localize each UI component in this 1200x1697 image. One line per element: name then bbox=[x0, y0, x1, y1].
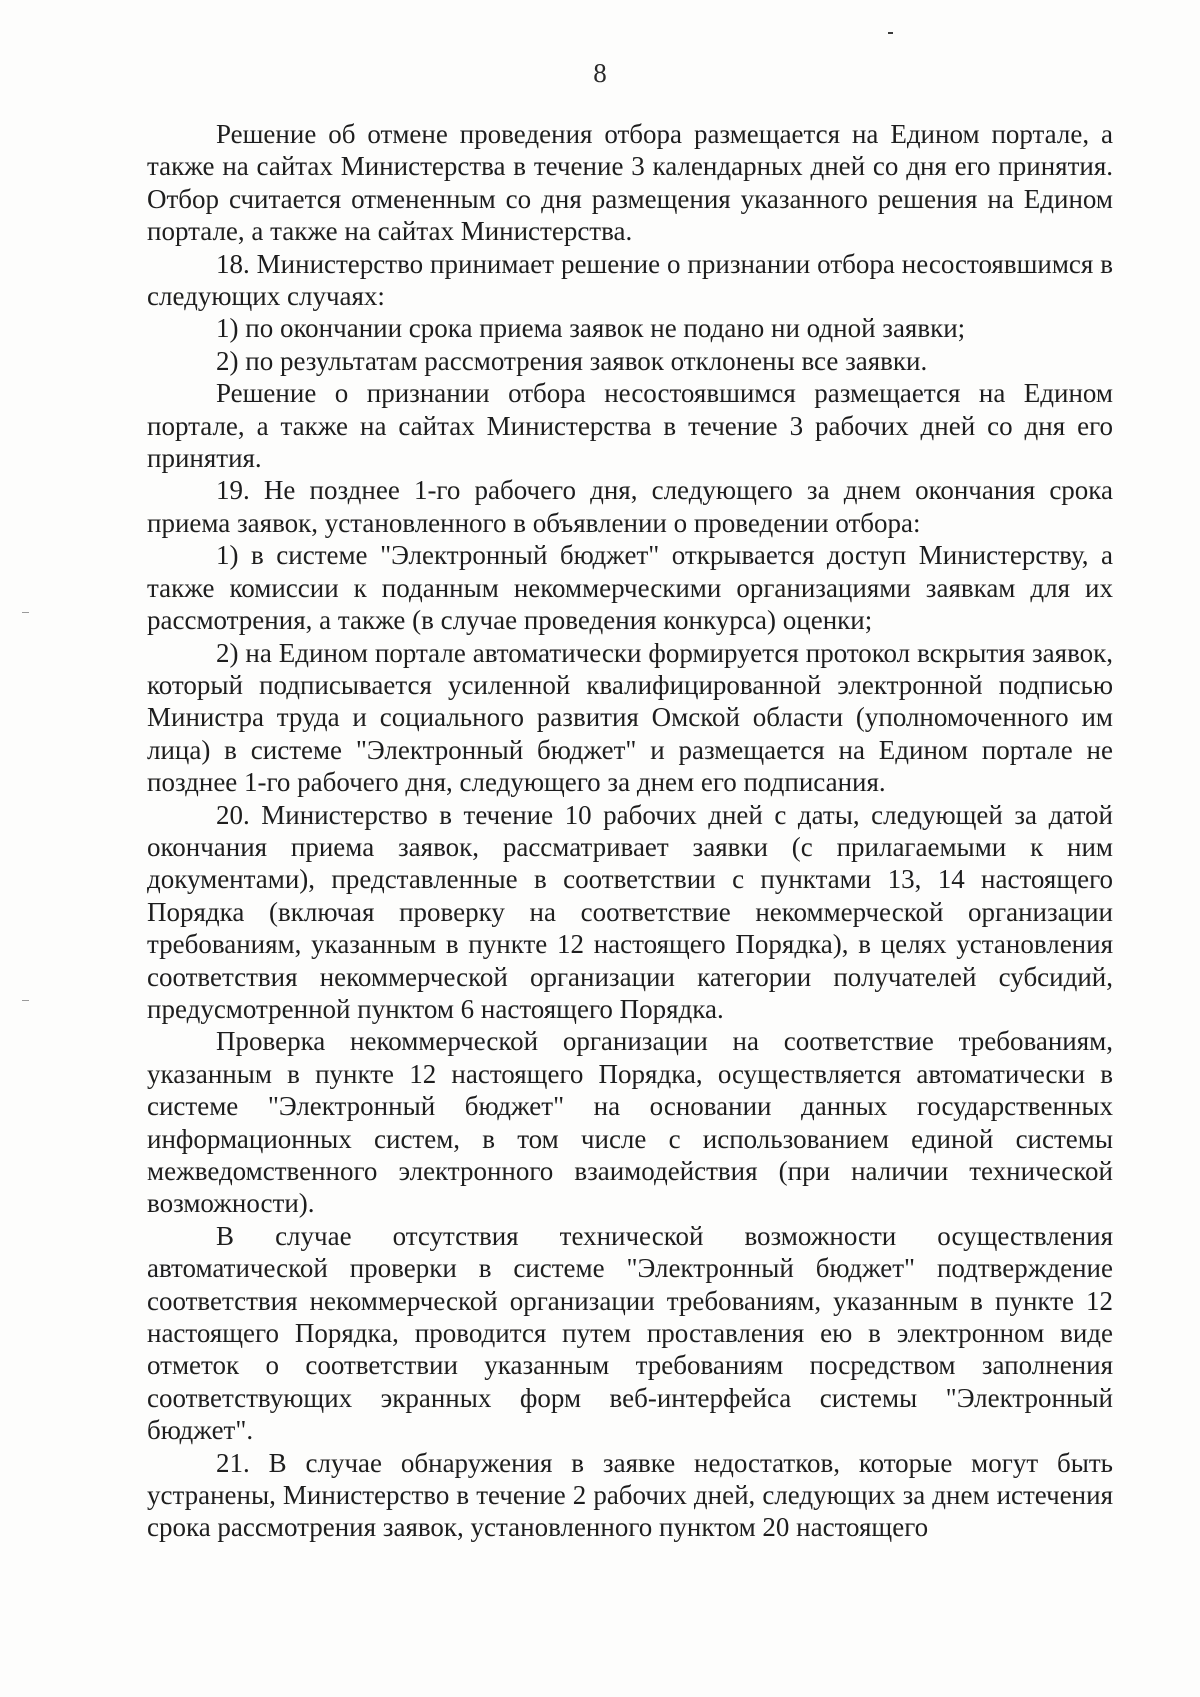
paragraph-18: 18. Министерство принимает решение о признании отбора несостоявшимся в следующих случаях: bbox=[147, 248, 1113, 312]
paragraph-19: 19. Не позднее 1-го рабочего дня, следующего за днем окончания срока приема заявок, установленного в объявлении о проведении отбора: bbox=[147, 475, 1113, 538]
scan-margin-mark bbox=[22, 1000, 29, 1001]
paragraph-20: 20. Министерство в течение 10 рабочих дней с даты, следующей за датой окончания приема заявок, рассматривает заявки (с прилагаемыми к ним документами), представленные в соответствии с пунктами 13, 14 настоящего Порядка (включая проверку на соответствие некоммерческой организации требованиям, указанным в пункте 12 настоящего Порядка), в целях установления соответствия некоммерческой организации категории получателей субсидий, предусмотренной пунктом 6 настоящего Порядка. bbox=[147, 799, 1113, 1024]
paragraph-20-automatic-check: Проверка некоммерческой организации на соответствие требованиям, указанным в пункте 12 настоящего Порядка, осуществляется автоматически в системе "Электронный бюджет" на основании данных государственных информационных систем, в том числе с использованием единой системы межведомственного электронного взаимодействия (при наличии технической возможности). bbox=[147, 1026, 1113, 1219]
scan-speck bbox=[888, 32, 893, 34]
page-number: 8 bbox=[593, 58, 607, 88]
paragraph-18-item-1: 1) по окончании срока приема заявок не подано ни одной заявки; bbox=[216, 313, 966, 344]
paragraph-21: 21. В случае обнаружения в заявке недостатков, которые могут быть устранены, Министерство в течение 2 рабочих дней, следующих за днем истечения срока рассмотрения заявок, установленного пунктом 20 настоящего bbox=[147, 1447, 1113, 1543]
document-body bbox=[147, 118, 1113, 1544]
paragraph-18-item-2: 2) по результатам рассмотрения заявок отклонены все заявки. bbox=[216, 345, 928, 376]
paragraph-19-item-1: 1) в системе "Электронный бюджет" открывается доступ Министерству, а также комиссии к поданным некоммерческими организациями заявкам для их рассмотрения, а также (в случае проведения конкурса) оценки; bbox=[147, 540, 1113, 636]
paragraph-20-manual-check: В случае отсутствия технической возможности осуществления автоматической проверки в системе "Электронный бюджет" подтверждение соответствия некоммерческой организации требованиям, указанным в пункте 12 настоящего Порядка, проводится путем проставления ею в электронном виде отметок о соответствии указанным требованиям посредством заполнения соответствующих экранных форм веб-интерфейса системы "Электронный бюджет". bbox=[147, 1220, 1113, 1446]
paragraph-cancellation-decision: Решение об отмене проведения отбора размещается на Едином портале, а также на сайтах Министерства в течение 3 календарных дней со дня его принятия. Отбор считается отмененным со дня размещения указанного решения на Едином портале, а также на сайтах Министерства. bbox=[147, 119, 1113, 247]
paragraph-19-item-2: 2) на Едином портале автоматически формируется протокол вскрытия заявок, который подписывается усиленной квалифицированной электронной подписью Министра труда и социального развития Омской области (уполномоченного им лица) в системе "Электронный бюджет" и размещается на Едином портале не позднее 1-го рабочего дня, следующего за днем его подписания. bbox=[147, 637, 1113, 798]
scan-margin-mark bbox=[22, 612, 29, 613]
paragraph-failed-selection-decision: Решение о признании отбора несостоявшимся размещается на Едином портале, а также на сайтах Министерства в течение 3 рабочих дней со дня его принятия. bbox=[147, 378, 1113, 474]
